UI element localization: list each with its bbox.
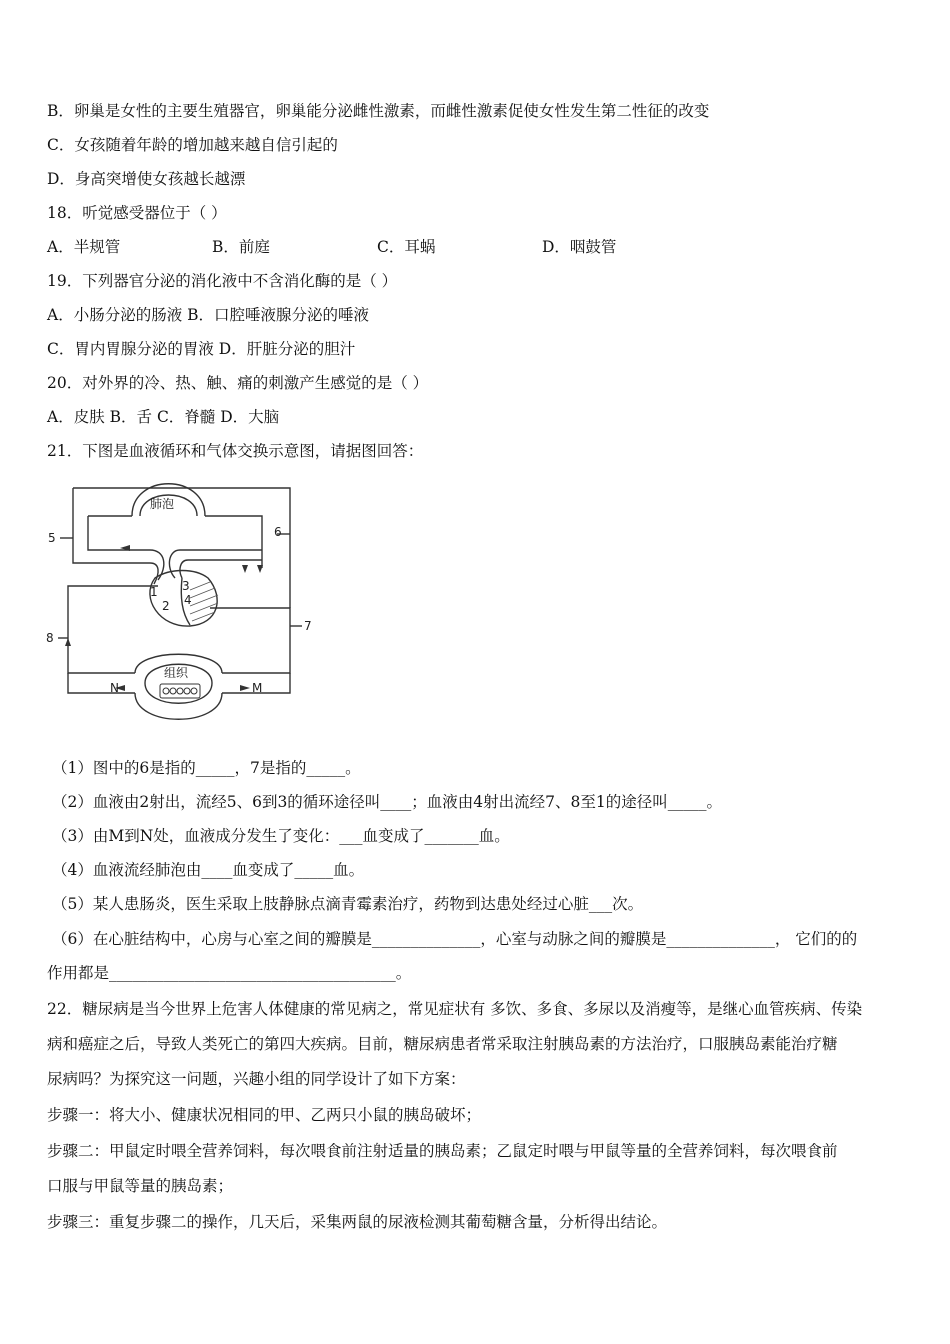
q21-sub-5: （5）某人患肠炎，医生采取上肢静脉点滴青霉素治疗，药物到达患处经过心脏___次。 [52,895,644,913]
q21-stem: 21．下图是血液循环和气体交换示意图，请据图回答： [47,442,424,460]
q21-sub-1: （1）图中的6是指的_____，7是指的_____。 [52,759,361,777]
q21-sub-6: （6）在心脏结构中，心房与心室之间的瓣膜是______________，心室与动脉之间的瓣膜是______________， 它们的的 [52,930,858,948]
q19-options-row1: A．小肠分泌的肠液 B．口腔唾液腺分泌的唾液 [47,306,370,324]
q21-sub-3: （3）由M到N处，血液成分发生了变化：___血变成了_______血。 [52,827,510,845]
q22-step-2-cont: 口服与甲鼠等量的胰岛素； [47,1177,234,1195]
q22-step-3: 步骤三：重复步骤二的操作，几天后，采集两鼠的尿液检测其葡萄糖含量，分析得出结论。 [47,1213,668,1231]
q22-line-3: 尿病吗？为探究这一问题，兴趣小组的同学设计了如下方案： [47,1070,466,1088]
diagram-label-1: 1 [150,585,158,599]
diagram-label-6: 6 [274,525,282,539]
q20-options: A．皮肤 B．舌 C．脊髓 D．大脑 [47,408,280,426]
q22-step-1: 步骤一：将大小、健康状况相同的甲、乙两只小鼠的胰岛破坏； [47,1106,482,1124]
q22-line-2: 病和癌症之后，导致人类死亡的第四大疾病。目前，糖尿病患者常采取注射胰岛素的方法治疗，口服胰岛素能治疗糖 [47,1035,838,1053]
q18-option-d: D．咽鼓管 [542,238,617,256]
blood-circulation-diagram [40,478,330,728]
q18-option-b: B．前庭 [212,238,270,256]
diagram-label-5: 5 [48,531,56,545]
q18-option-c: C．耳蜗 [377,238,436,256]
q19-stem: 19．下列器官分泌的消化液中不含消化酶的是（ ） [47,272,398,290]
q20-stem: 20．对外界的冷、热、触、痛的刺激产生感觉的是（ ） [47,374,429,392]
q18-option-a: A．半规管 [47,238,121,256]
q22-step-2: 步骤二：甲鼠定时喂全营养饲料，每次喂食前注射适量的胰岛素；乙鼠定时喂与甲鼠等量的全营养饲料，每次喂食前 [47,1142,838,1160]
diagram-label-2: 2 [162,599,170,613]
diagram-label-4: 4 [184,593,192,607]
q22-line-1: 22．糖尿病是当今世界上危害人体健康的常见病之，常见症状有 多饮、多食、多尿以及消瘦等，是继心血管疾病、传染 [47,1000,863,1018]
diagram-label-m: M [252,681,263,695]
q21-sub-6-cont: 作用都是_____________________________________。 [47,964,412,982]
diagram-label-7: 7 [304,619,312,633]
q17-option-b: B．卵巢是女性的主要生殖器官，卵巢能分泌雌性激素，而雌性激素促使女性发生第二性征的改变 [47,102,710,120]
q17-option-d: D．身高突增使女孩越长越漂 [47,170,246,188]
q18-stem: 18．听觉感受器位于（ ） [47,204,227,222]
diagram-label-8: 8 [46,631,54,645]
q19-options-row2: C．胃内胃腺分泌的胃液 D．肝脏分泌的胆汁 [47,340,356,358]
q17-option-c: C．女孩随着年龄的增加越来越自信引起的 [47,136,338,154]
diagram-alveolus-label: 肺泡 [150,497,175,511]
diagram-tissue-label: 组织 [164,666,189,680]
diagram-label-3: 3 [182,579,190,593]
q21-sub-2: （2）血液由2射出，流经5、6到3的循环途径叫____；血液由4射出流经7、8至1的途径叫_____。 [52,793,723,811]
diagram-label-n: N [110,681,119,695]
q21-sub-4: （4）血液流经肺泡由____血变成了_____血。 [52,861,365,879]
